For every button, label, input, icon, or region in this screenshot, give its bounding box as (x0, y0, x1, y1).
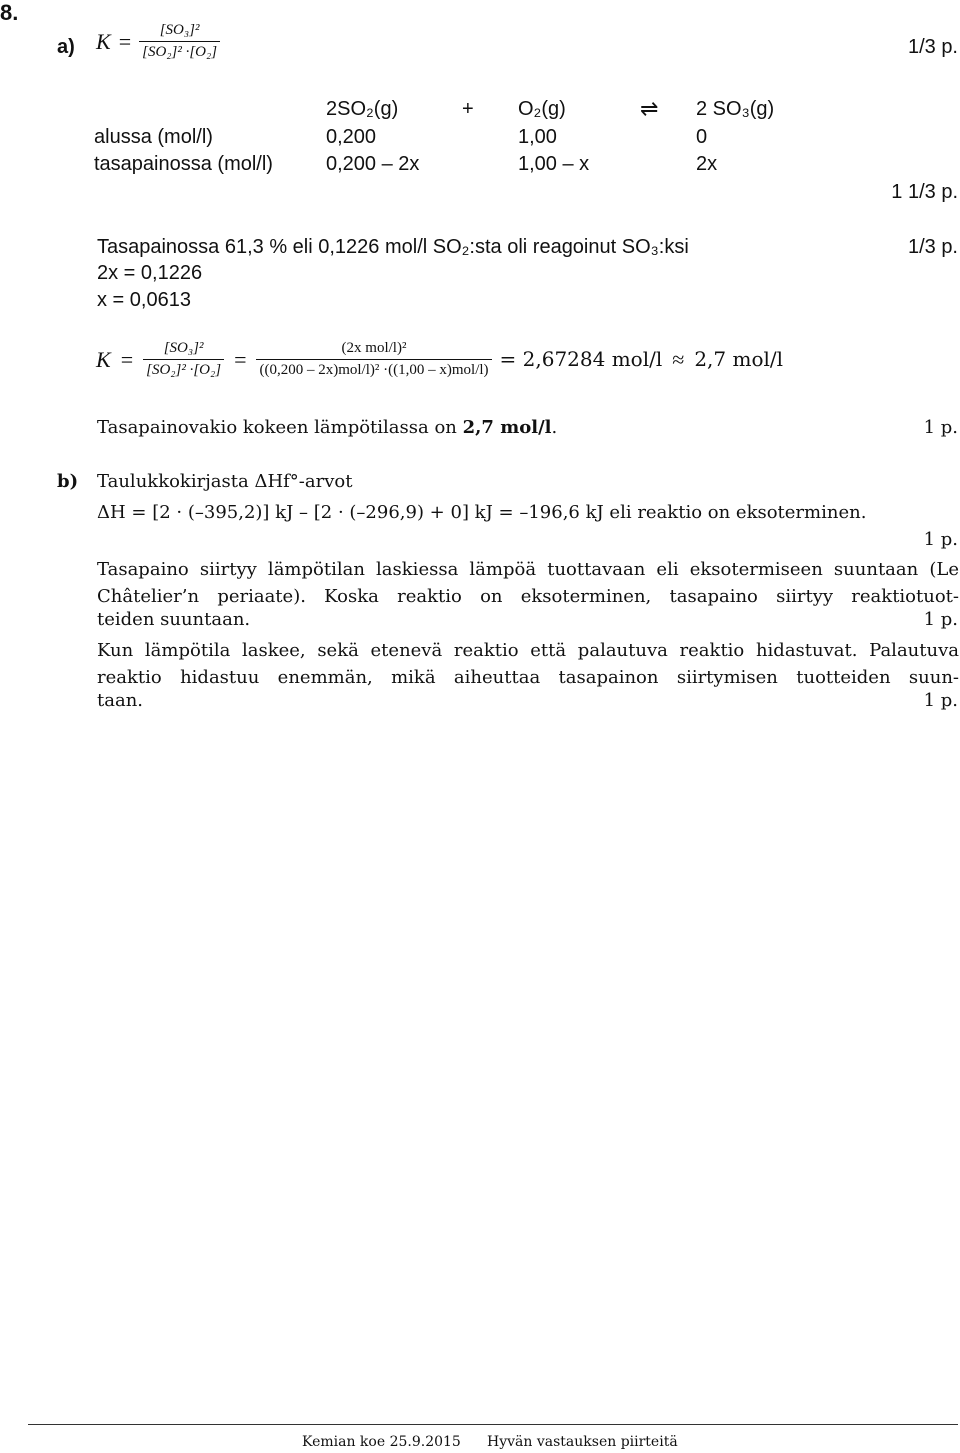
footer-title: Hyvän vastauksen piirteitä (487, 1434, 678, 1450)
calc-fraction-2-denominator: ((0,200 – 2x)mol/l)² ·((1,00 – x)mol/l) (256, 359, 491, 379)
table-header-so3: 2 SO₃(g) (696, 98, 775, 120)
equation-x: x = 0,0613 (97, 289, 191, 311)
calc-result: = 2,67284 mol/l (499, 347, 663, 372)
k-fraction (139, 22, 220, 62)
table-header-plus: + (462, 98, 474, 120)
initial-so2: 0,200 (326, 126, 377, 148)
points-reacted: 1/3 p. (907, 236, 958, 258)
calc-fraction-1 (143, 340, 224, 380)
initial-o2: 1,00 (518, 126, 557, 148)
equals-sign: = (118, 29, 132, 55)
equilibrium-so3: 2x (696, 153, 718, 175)
table-header-o2: O₂(g) (518, 98, 566, 120)
calc-equals-2: = (234, 347, 247, 373)
conclusion-text: Tasapainovakio kokeen lämpötilassa on (97, 417, 463, 438)
conclusion-value: 2,7 mol/l (462, 417, 552, 438)
part-b-enthalpy: ΔH = [2 · (–395,2)] kJ – [2 · (–296,9) + 0] kJ = –196,6 kJ eli reaktio on eksoterminen. (97, 502, 867, 523)
approx-sign: ≈ (672, 347, 685, 373)
table-header-so2: 2SO₂(g) (326, 98, 399, 120)
footer-rule (28, 1424, 958, 1425)
part-a-label: a) (57, 36, 75, 58)
paragraph-le-chatelier-end: teiden suuntaan. (97, 609, 251, 630)
points-le-chatelier: 1 p. (923, 609, 958, 630)
part-b-label: b) (57, 471, 79, 492)
reacted-text: Tasapainossa 61,3 % eli 0,1226 mol/l SO₂:sta oli reagoinut SO₃:ksi (97, 236, 689, 258)
calc-k-symbol: K (96, 347, 111, 373)
k-denominator: [SO₂]² ·[O₂] (139, 41, 220, 61)
points-k: 1/3 p. (907, 36, 958, 58)
equilibrium-arrow: ⇌ (640, 96, 659, 121)
k-numerator: [SO₃]² (159, 22, 200, 38)
paragraph-rates: Kun lämpötila laskee, sekä etenevä reaktio että palautuva reaktio hidastuvat. Palautuva reaktio hidastuu enemmän, mikä aiheuttaa tasapainon siirtymisen tuotteiden suun- (97, 640, 959, 688)
calc-fraction-2-numerator: (2x mol/l)² (341, 340, 407, 356)
calc-fraction-1-numerator: [SO₃]² (163, 340, 204, 356)
k-symbol: K (96, 29, 111, 55)
equation-2x: 2x = 0,1226 (97, 262, 203, 284)
row-label-equilibrium: tasapainossa (mol/l) (94, 153, 273, 175)
points-rates: 1 p. (923, 690, 958, 711)
calc-equals-1: = (120, 347, 134, 373)
initial-so3: 0 (696, 126, 708, 148)
problem-number: 8. (0, 0, 19, 25)
paragraph-rates-end: taan. (97, 690, 144, 711)
row-label-initial: alussa (mol/l) (94, 126, 213, 148)
points-conclusion: 1 p. (923, 417, 958, 438)
points-enthalpy: 1 p. (923, 529, 958, 550)
paragraph-le-chatelier: Tasapaino siirtyy lämpötilan laskiessa lämpöä tuottavaan eli eksotermiseen suuntaan (Le Châtelier’n periaate). Koska reaktio on eksoterminen, tasapaino siirtyy reaktiotuot- (97, 559, 959, 607)
conclusion-line (97, 418, 557, 439)
calc-fraction-1-denominator: [SO₂]² ·[O₂] (143, 359, 224, 379)
k-calculation (96, 340, 783, 380)
calc-fraction-2 (256, 340, 491, 380)
equilibrium-constant-expression (96, 22, 220, 62)
calc-rounded: 2,7 mol/l (694, 347, 784, 372)
points-table: 1 1/3 p. (891, 181, 958, 203)
part-b-line1: Taulukkokirjasta ΔHf°-arvot (97, 471, 353, 492)
footer-exam: Kemian koe 25.9.2015 (302, 1434, 461, 1450)
equilibrium-so2: 0,200 – 2x (326, 153, 420, 175)
conclusion-end: . (551, 417, 558, 438)
equilibrium-o2: 1,00 – x (518, 153, 590, 175)
